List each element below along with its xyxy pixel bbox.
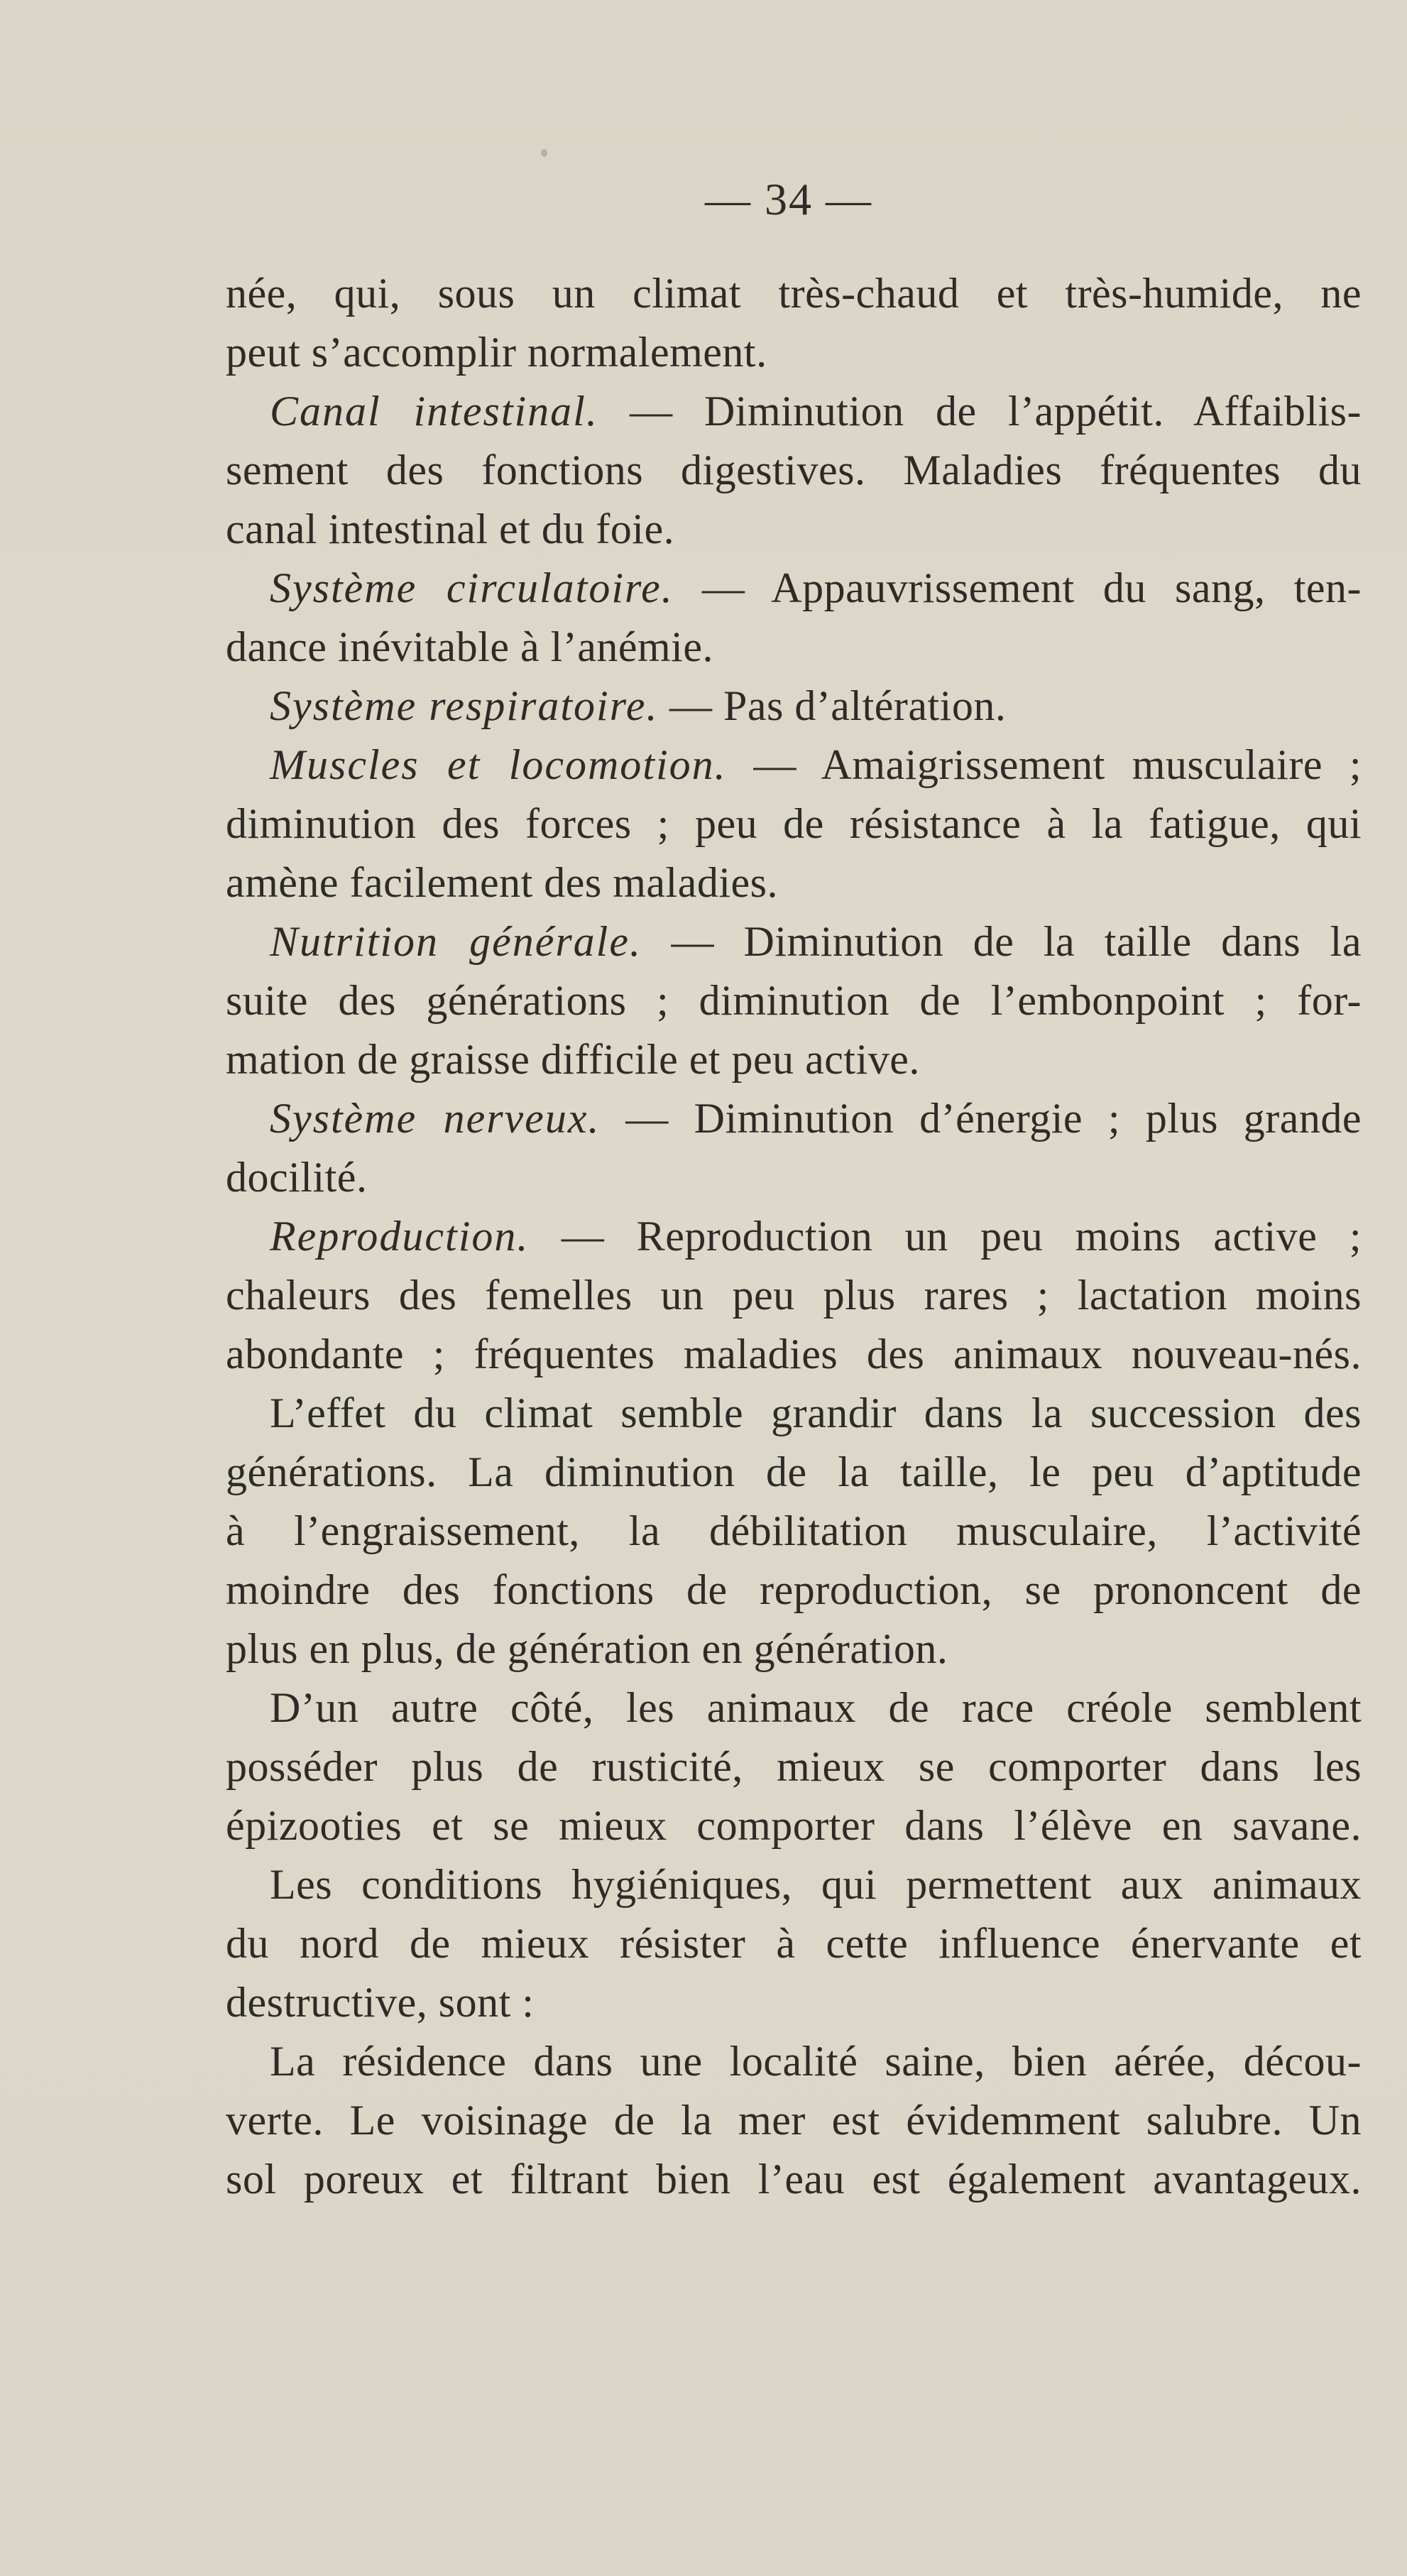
text-line: dance inévitable à l’anémie. bbox=[226, 623, 713, 670]
text-line: amène facilement des maladies. bbox=[226, 859, 778, 906]
text-line: peut s’accomplir normalement. bbox=[226, 329, 767, 376]
paragraph-start-line: La résidence dans une localité saine, bien aérée, décou- bbox=[270, 2038, 1362, 2085]
paragraph-start-line: Les conditions hygiéniques, qui permettent aux animaux bbox=[270, 1861, 1362, 1908]
section-line: Nutrition générale. — Diminution de la taille dans la bbox=[270, 918, 1362, 965]
page-number: — 34 — bbox=[705, 174, 872, 224]
section-heading: Nutrition générale. bbox=[270, 918, 642, 965]
section-line: Muscles et locomotion. — Amaigrissement musculaire ; bbox=[270, 741, 1362, 788]
text-line: destructive, sont : bbox=[226, 1979, 535, 2026]
text-line: sol poreux et filtrant bien l’eau est également avantageux. bbox=[226, 2156, 1362, 2203]
section-heading: Reproduction. bbox=[270, 1213, 530, 1260]
section-line: Canal intestinal. — Diminution de l’appétit. Affaiblis- bbox=[270, 388, 1362, 435]
text-line: canal intestinal et du foie. bbox=[226, 506, 675, 552]
section-line: Système circulatoire. — Appauvrissement du sang, ten- bbox=[270, 564, 1362, 611]
text-line: verte. Le voisinage de la mer est évidemment salubre. Un bbox=[226, 2097, 1362, 2144]
paper-speck bbox=[541, 149, 547, 157]
section-heading: Muscles et locomotion. bbox=[270, 741, 727, 788]
text-line: du nord de mieux résister à cette influence énervante et bbox=[226, 1920, 1362, 1967]
section-line: Système nerveux. — Diminution d’énergie ; plus grande bbox=[270, 1095, 1362, 1142]
text-line: à l’engraissement, la débilitation musculaire, l’activité bbox=[226, 1507, 1362, 1554]
text-line: mation de graisse difficile et peu active. bbox=[226, 1036, 920, 1083]
body-text bbox=[226, 264, 1362, 2209]
section-line: Reproduction. — Reproduction un peu moins active ; bbox=[270, 1213, 1362, 1260]
text-line: sement des fonctions digestives. Maladies fréquentes du bbox=[226, 447, 1362, 493]
text-line: posséder plus de rusticité, mieux se comporter dans les bbox=[226, 1743, 1362, 1790]
text-line: moindre des fonctions de reproduction, se prononcent de bbox=[226, 1566, 1362, 1613]
text-line: abondante ; fréquentes maladies des animaux nouveau-nés. bbox=[226, 1331, 1362, 1377]
paragraph-start-line: D’un autre côté, les animaux de race créole semblent bbox=[270, 1684, 1362, 1731]
text-line: née, qui, sous un climat très-chaud et très-humide, ne bbox=[226, 270, 1362, 317]
text-line: docilité. bbox=[226, 1154, 368, 1201]
text-line: diminution des forces ; peu de résistance à la fatigue, qui bbox=[226, 800, 1362, 847]
text-line: générations. La diminution de la taille, le peu d’aptitude bbox=[226, 1448, 1362, 1495]
section-heading: Canal intestinal. bbox=[270, 388, 598, 435]
text-line: épizooties et se mieux comporter dans l’élève en savane. bbox=[226, 1802, 1362, 1849]
section-heading: Système respiratoire. bbox=[270, 682, 659, 729]
paragraph-start-line: L’effet du climat semble grandir dans la succession des bbox=[270, 1390, 1362, 1436]
section-heading: Système nerveux. bbox=[270, 1095, 601, 1142]
text-line: plus en plus, de génération en génération. bbox=[226, 1625, 948, 1672]
section-line: Système respiratoire. — Pas d’altération. bbox=[270, 682, 1007, 729]
text-line: chaleurs des femelles un peu plus rares ; lactation moins bbox=[226, 1272, 1362, 1319]
section-heading: Système circulatoire. bbox=[270, 564, 674, 611]
text-line: suite des générations ; diminution de l’embonpoint ; for- bbox=[226, 977, 1362, 1024]
